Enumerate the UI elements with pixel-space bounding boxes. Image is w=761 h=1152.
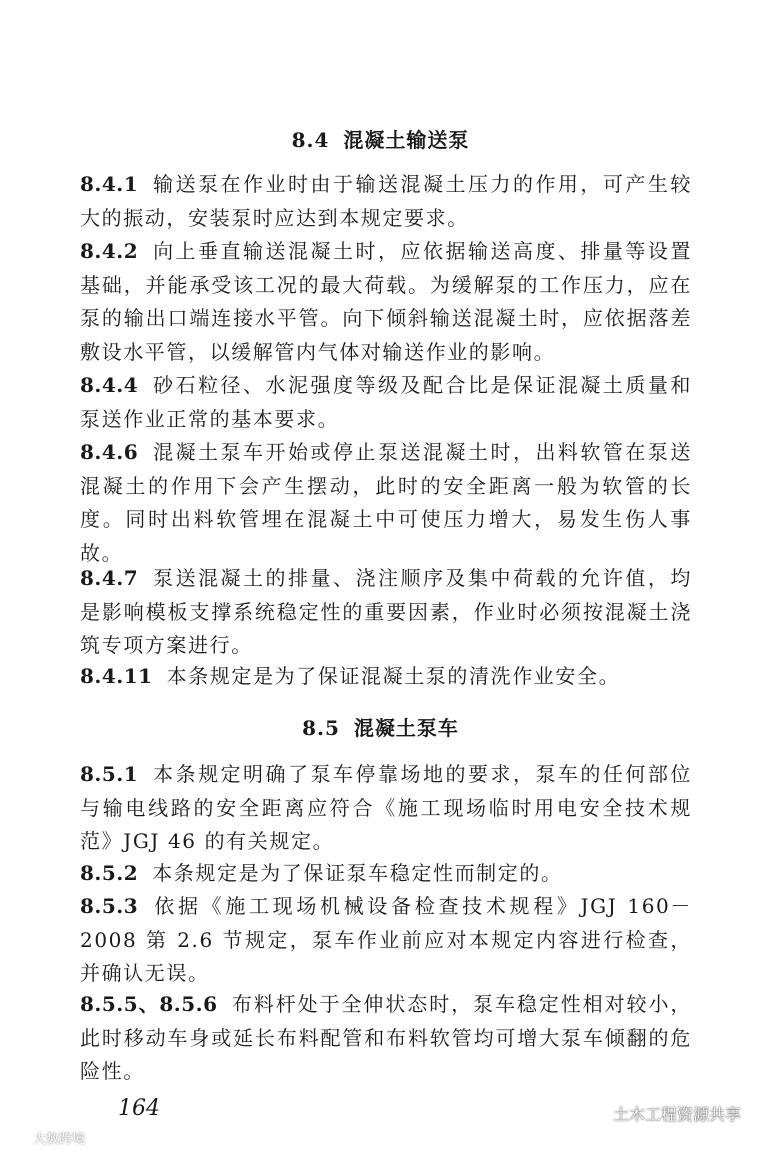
clause-number: 8.5.1 — [80, 762, 139, 786]
clause-8-4-1 — [80, 168, 692, 235]
clause-text: 依据《施工现场机械设备检查技术规程》JGJ 160－2008 第 2.6 节规定，泵车作业前应对本规定内容进行检查，并确认无误。 — [80, 894, 692, 985]
clause-number: 8.4.11 — [80, 664, 153, 688]
section-number: 8.5 — [302, 716, 340, 740]
section-heading-8-4 — [0, 124, 761, 153]
clause-text: 本条规定是为了保证混凝土泵的清洗作业安全。 — [166, 664, 621, 688]
watermark-brand-text: 大数跨境 — [33, 1132, 86, 1147]
section-heading-8-5 — [0, 712, 761, 741]
watermark-brand — [10, 1128, 85, 1147]
clause-number: 8.4.1 — [80, 172, 139, 196]
watermark-source — [583, 1102, 741, 1125]
clause-text: 布料杆处于全伸状态时，泵车稳定性相对较小，此时移动车身或延长布料配管和布料软管均可增大泵车倾翻的危险性。 — [80, 992, 692, 1083]
clause-text: 混凝土泵车开始或停止泵送混凝土时，出料软管在泵送混凝土的作用下会产生摆动，此时的安全距离一般为软管的长度。同时出料软管埋在混凝土中可使压力增大，易发生伤人事故。 — [80, 440, 692, 565]
watermark-source-text: 土木工程资源共享 — [612, 1105, 741, 1124]
section-title: 混凝土泵车 — [353, 716, 459, 740]
clause-number: 8.5.5、8.5.6 — [80, 992, 218, 1016]
clause-number: 8.4.6 — [80, 440, 139, 464]
page-number: 164 — [118, 1096, 160, 1121]
clause-text: 砂石粒径、水泥强度等级及配合比是保证混凝土质量和泵送作业正常的基本要求。 — [80, 373, 692, 431]
clause-8-5-1 — [80, 758, 692, 859]
clause-number: 8.4.2 — [80, 239, 139, 263]
section-title: 混凝土输送泵 — [343, 128, 470, 152]
clause-8-5-5-8-5-6 — [80, 988, 692, 1089]
clause-8-4-7 — [80, 562, 692, 663]
clause-text: 本条规定是为了保证泵车稳定性而制定的。 — [152, 861, 563, 885]
clause-8-4-11 — [80, 660, 692, 694]
clause-8-5-3 — [80, 890, 692, 991]
clause-number: 8.5.2 — [80, 861, 139, 885]
clause-text: 泵送混凝土的排量、浇注顺序及集中荷载的允许值，均是影响模板支撑系统稳定性的重要因素，作业时必须按混凝土浇筑专项方案进行。 — [80, 566, 692, 657]
brand-logo-icon — [10, 1131, 28, 1145]
clause-text: 输送泵在作业时由于输送混凝土压力的作用，可产生较大的振动，安装泵时应达到本规定要求。 — [80, 172, 692, 230]
clause-number: 8.5.3 — [80, 894, 139, 918]
clause-8-4-6 — [80, 436, 692, 570]
clause-number: 8.4.7 — [80, 566, 139, 590]
clause-text: 向上垂直输送混凝土时，应依据输送高度、排量等设置基础，并能承受该工况的最大荷载。为缓解泵的工作压力，应在泵的输出口端连接水平管。向下倾斜输送混凝土时，应依据落差敷设水平管，以缓解管内气体对输送作业的影响。 — [80, 239, 692, 364]
clause-8-5-2 — [80, 857, 692, 891]
wechat-icon — [583, 1104, 605, 1124]
clause-8-4-4 — [80, 369, 692, 436]
clause-number: 8.4.4 — [80, 373, 139, 397]
section-number: 8.4 — [291, 128, 330, 152]
clause-8-4-2 — [80, 235, 692, 369]
clause-text: 本条规定明确了泵车停靠场地的要求，泵车的任何部位与输电线路的安全距离应符合《施工现场临时用电安全技术规范》JGJ 46 的有关规定。 — [80, 762, 692, 853]
